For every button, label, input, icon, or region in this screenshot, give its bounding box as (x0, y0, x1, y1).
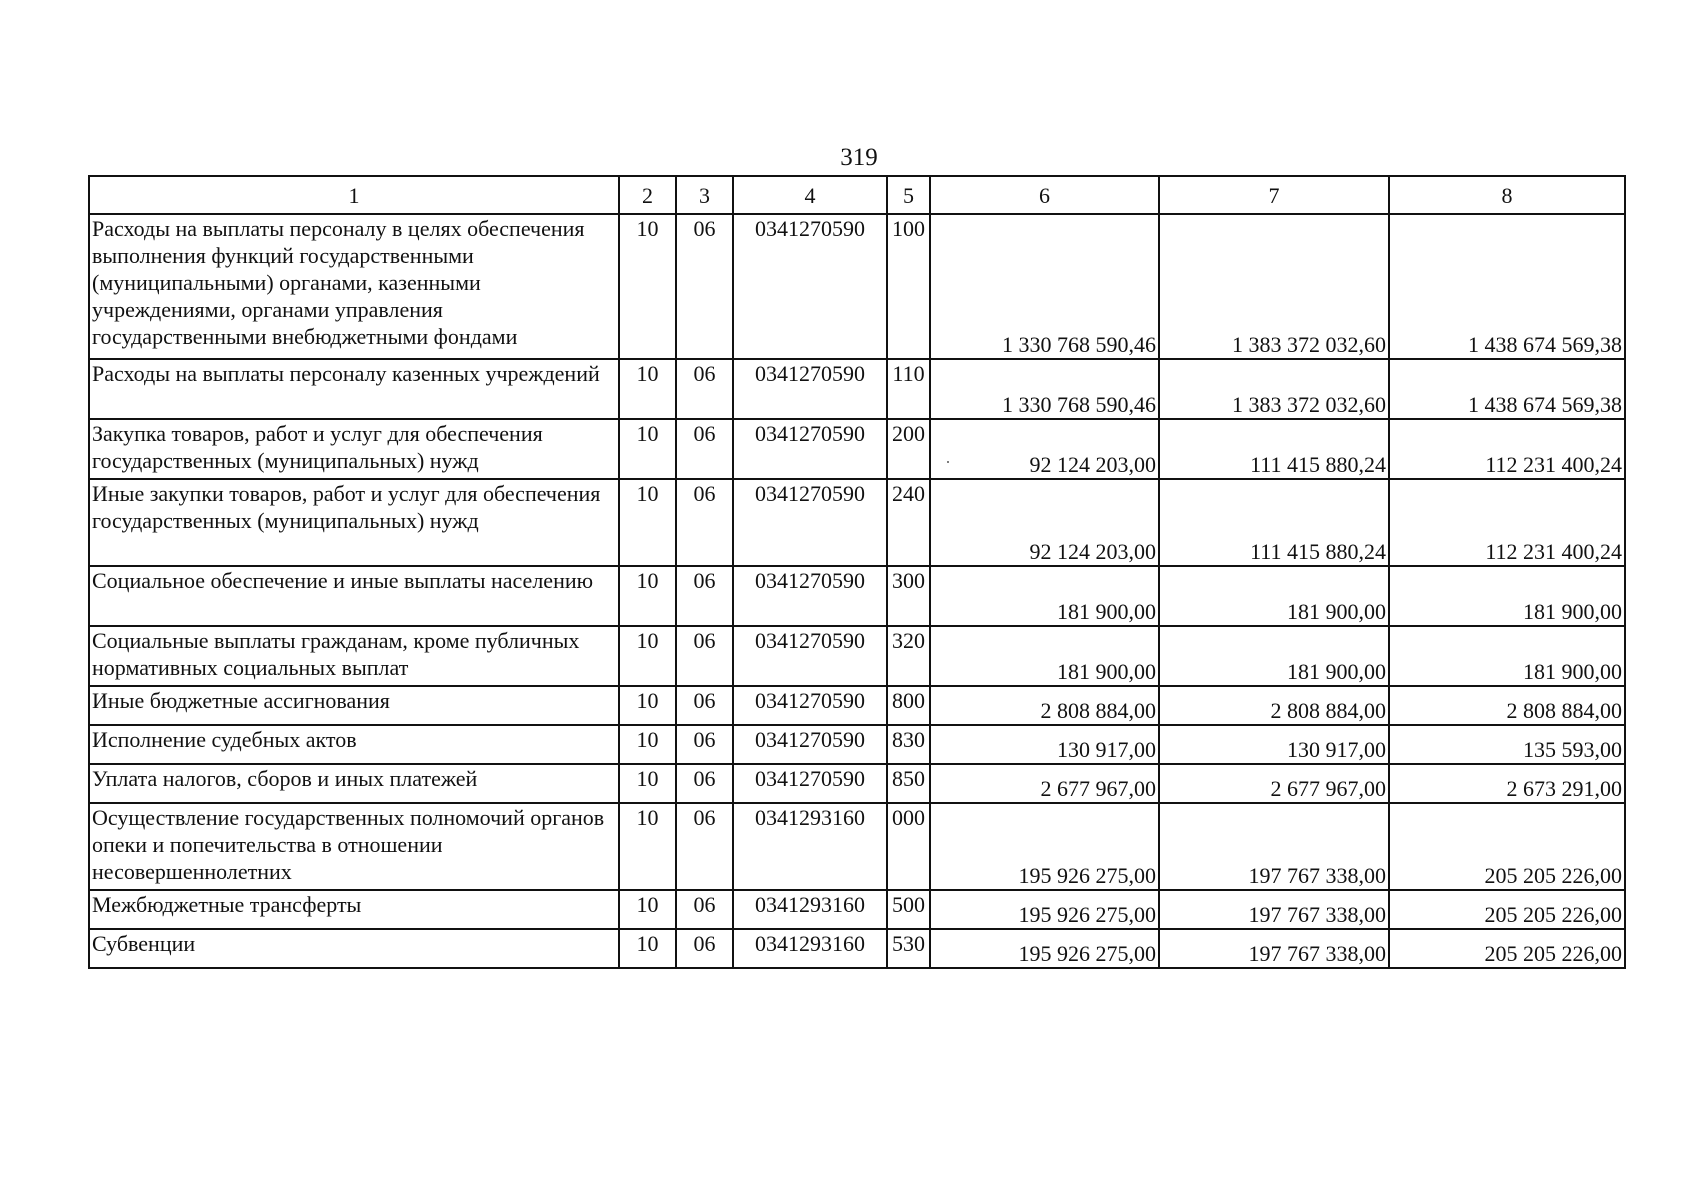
expense-name: Расходы на выплаты персоналу в целях обеспечения выполнения функций государственными (муниципальными) органами, казенными учреждениями, органами управления государственными внебюджетными фондами (89, 214, 619, 359)
amount-col-6: 195 926 275,00 (930, 890, 1159, 929)
amount-col-7: 2 677 967,00 (1159, 764, 1389, 803)
column-header: 3 (676, 176, 733, 214)
expense-type-code: 800 (887, 686, 930, 725)
section-code: 10 (619, 214, 676, 359)
amount-col-7: 197 767 338,00 (1159, 890, 1389, 929)
amount-col-6: 130 917,00 (930, 725, 1159, 764)
amount-col-8: 205 205 226,00 (1389, 803, 1625, 890)
section-code: 10 (619, 686, 676, 725)
table-row (89, 566, 1625, 626)
amount-col-8: 181 900,00 (1389, 566, 1625, 626)
table-header-row (89, 176, 1625, 214)
column-header: 5 (887, 176, 930, 214)
section-code: 10 (619, 566, 676, 626)
expense-type-code: 240 (887, 479, 930, 566)
table-row (89, 419, 1625, 479)
column-header: 8 (1389, 176, 1625, 214)
expense-type-code: 300 (887, 566, 930, 626)
subsection-code: 06 (676, 764, 733, 803)
expense-type-code: 110 (887, 359, 930, 419)
expense-name: Закупка товаров, работ и услуг для обеспечения государственных (муниципальных) нужд (89, 419, 619, 479)
amount-col-6: 92 124 203,00 (930, 479, 1159, 566)
amount-col-6: 181 900,00 (930, 566, 1159, 626)
expense-name: Социальное обеспечение и иные выплаты населению (89, 566, 619, 626)
subsection-code: 06 (676, 566, 733, 626)
section-code: 10 (619, 725, 676, 764)
table-row (89, 359, 1625, 419)
amount-col-6: 1 330 768 590,46 (930, 359, 1159, 419)
amount-col-8: 181 900,00 (1389, 626, 1625, 686)
expense-type-code: 100 (887, 214, 930, 359)
expense-type-code: 200 (887, 419, 930, 479)
expense-name: Уплата налогов, сборов и иных платежей (89, 764, 619, 803)
amount-col-7: 111 415 880,24 (1159, 479, 1389, 566)
subsection-code: 06 (676, 214, 733, 359)
amount-col-6: 195 926 275,00 (930, 929, 1159, 968)
amount-col-6: 1 330 768 590,46 (930, 214, 1159, 359)
amount-col-8: 2 808 884,00 (1389, 686, 1625, 725)
amount-col-6: 92 124 203,00 (930, 419, 1159, 479)
column-header: 4 (733, 176, 887, 214)
amount-col-8: 205 205 226,00 (1389, 890, 1625, 929)
subsection-code: 06 (676, 419, 733, 479)
amount-col-7: 2 808 884,00 (1159, 686, 1389, 725)
section-code: 10 (619, 929, 676, 968)
table-row (89, 214, 1625, 359)
subsection-code: 06 (676, 929, 733, 968)
target-article-code: 0341270590 (733, 214, 887, 359)
amount-col-8: 112 231 400,24 (1389, 479, 1625, 566)
section-code: 10 (619, 626, 676, 686)
amount-col-7: 130 917,00 (1159, 725, 1389, 764)
column-header: 6 (930, 176, 1159, 214)
target-article-code: 0341270590 (733, 686, 887, 725)
expense-name: Исполнение судебных актов (89, 725, 619, 764)
target-article-code: 0341270590 (733, 566, 887, 626)
scan-speck (947, 461, 949, 463)
table-row (89, 929, 1625, 968)
target-article-code: 0341270590 (733, 359, 887, 419)
subsection-code: 06 (676, 359, 733, 419)
amount-col-6: 2 677 967,00 (930, 764, 1159, 803)
column-header: 2 (619, 176, 676, 214)
subsection-code: 06 (676, 890, 733, 929)
expense-type-code: 850 (887, 764, 930, 803)
subsection-code: 06 (676, 686, 733, 725)
table-row (89, 803, 1625, 890)
amount-col-7: 1 383 372 032,60 (1159, 359, 1389, 419)
expense-name: Субвенции (89, 929, 619, 968)
amount-col-8: 2 673 291,00 (1389, 764, 1625, 803)
amount-col-8: 1 438 674 569,38 (1389, 214, 1625, 359)
expense-type-code: 000 (887, 803, 930, 890)
subsection-code: 06 (676, 626, 733, 686)
budget-table (88, 175, 1626, 969)
table-row (89, 626, 1625, 686)
amount-col-8: 135 593,00 (1389, 725, 1625, 764)
target-article-code: 0341270590 (733, 725, 887, 764)
section-code: 10 (619, 359, 676, 419)
table-row (89, 686, 1625, 725)
target-article-code: 0341270590 (733, 479, 887, 566)
expense-name: Иные бюджетные ассигнования (89, 686, 619, 725)
expense-type-code: 530 (887, 929, 930, 968)
expense-type-code: 500 (887, 890, 930, 929)
target-article-code: 0341270590 (733, 764, 887, 803)
amount-col-8: 205 205 226,00 (1389, 929, 1625, 968)
amount-col-8: 112 231 400,24 (1389, 419, 1625, 479)
subsection-code: 06 (676, 803, 733, 890)
amount-col-6: 2 808 884,00 (930, 686, 1159, 725)
subsection-code: 06 (676, 725, 733, 764)
amount-col-7: 181 900,00 (1159, 626, 1389, 686)
target-article-code: 0341293160 (733, 890, 887, 929)
section-code: 10 (619, 890, 676, 929)
expense-name: Расходы на выплаты персоналу казенных учреждений (89, 359, 619, 419)
target-article-code: 0341293160 (733, 803, 887, 890)
section-code: 10 (619, 764, 676, 803)
expense-name: Межбюджетные трансферты (89, 890, 619, 929)
target-article-code: 0341293160 (733, 929, 887, 968)
expense-type-code: 830 (887, 725, 930, 764)
expense-name: Осуществление государственных полномочий органов опеки и попечительства в отношении несовершеннолетних (89, 803, 619, 890)
amount-col-7: 1 383 372 032,60 (1159, 214, 1389, 359)
amount-col-7: 197 767 338,00 (1159, 929, 1389, 968)
expense-type-code: 320 (887, 626, 930, 686)
amount-col-6: 181 900,00 (930, 626, 1159, 686)
expense-name: Иные закупки товаров, работ и услуг для обеспечения государственных (муниципальных) нужд (89, 479, 619, 566)
amount-col-7: 181 900,00 (1159, 566, 1389, 626)
page-number: 319 (840, 144, 878, 171)
table-row (89, 479, 1625, 566)
amount-col-8: 1 438 674 569,38 (1389, 359, 1625, 419)
section-code: 10 (619, 479, 676, 566)
table-row (89, 764, 1625, 803)
amount-col-6: 195 926 275,00 (930, 803, 1159, 890)
amount-col-7: 111 415 880,24 (1159, 419, 1389, 479)
column-header: 7 (1159, 176, 1389, 214)
table-row (89, 890, 1625, 929)
section-code: 10 (619, 419, 676, 479)
column-header: 1 (89, 176, 619, 214)
amount-col-7: 197 767 338,00 (1159, 803, 1389, 890)
table-row (89, 725, 1625, 764)
section-code: 10 (619, 803, 676, 890)
target-article-code: 0341270590 (733, 419, 887, 479)
target-article-code: 0341270590 (733, 626, 887, 686)
expense-name: Социальные выплаты гражданам, кроме публичных нормативных социальных выплат (89, 626, 619, 686)
subsection-code: 06 (676, 479, 733, 566)
